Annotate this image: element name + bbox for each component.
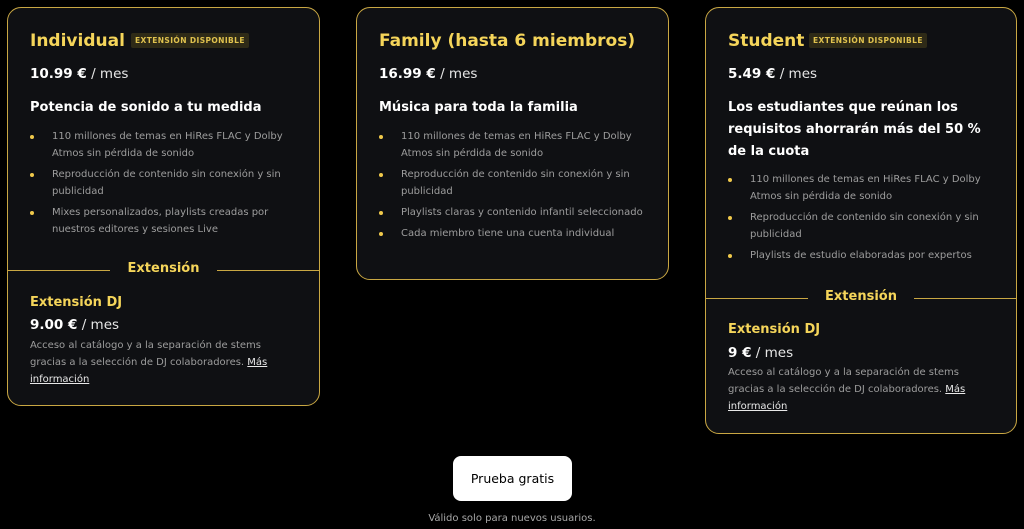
plan-card-student [705,7,1017,434]
feature-text: Mixes personalizados, playlists creadas por nuestros editores y sesiones Live [52,207,269,235]
extension-price-amount: 9.00 € [30,317,78,333]
feature-text: 110 millones de temas en HiRes FLAC y Dolby Atmos sin pérdida de sonido [401,131,632,159]
extension-description-text: Acceso al catálogo y a la separación de stems gracias a la selección de DJ colaboradores. [728,367,960,395]
plan-name: Student [728,31,805,51]
feature-text: Cada miembro tiene una cuenta individual [401,228,615,239]
extension-divider [706,289,1016,309]
plan-price [30,66,128,82]
price-amount: 5.49 € [728,66,776,82]
plan-card-individual [7,7,320,406]
feature-item [728,171,1003,205]
plan-price [728,66,817,82]
feature-text: Playlists claras y contenido infantil seleccionado [401,207,643,218]
feature-item [379,204,654,221]
bullet-dot-icon [728,254,732,258]
bullet-dot-icon [379,232,383,236]
feature-item [30,204,305,238]
feature-item [379,225,654,242]
extension-name: Extensión DJ [728,322,821,337]
feature-list [379,128,654,246]
feature-text: Reproducción de contenido sin conexión y sin publicidad [52,169,281,197]
feature-item [30,166,305,200]
price-amount: 10.99 € [30,66,87,82]
price-period: / mes [779,66,818,82]
free-trial-button[interactable]: Prueba gratis [453,456,572,501]
extension-divider [8,261,319,281]
feature-item [30,128,305,162]
feature-item [379,166,654,200]
divider-line [914,298,1016,299]
feature-text: Reproducción de contenido sin conexión y sin publicidad [401,169,630,197]
plan-price [379,66,477,82]
divider-line [217,270,319,271]
bullet-dot-icon [30,135,34,139]
feature-text: Playlists de estudio elaboradas por expertos [750,250,972,261]
feature-text: 110 millones de temas en HiRes FLAC y Dolby Atmos sin pérdida de sonido [52,131,283,159]
price-period: / mes [440,66,478,82]
more-info-link[interactable]: Más información [728,384,966,412]
plan-name: Individual [30,31,125,51]
feature-item [728,247,1003,264]
feature-text: 110 millones de temas en HiRes FLAC y Dolby Atmos sin pérdida de sonido [750,174,981,202]
extension-price [728,345,793,361]
plan-tagline: Potencia de sonido a tu medida [30,100,262,115]
price-period: / mes [91,66,129,82]
extension-price-period: / mes [755,345,794,361]
more-info-link[interactable]: Más información [30,357,268,385]
bullet-dot-icon [379,173,383,177]
extension-price-period: / mes [81,317,120,333]
bullet-dot-icon [379,135,383,139]
extension-description-text: Acceso al catálogo y a la separación de stems gracias a la selección de DJ colaboradores. [30,340,262,368]
extension-description [30,337,300,388]
extension-name: Extensión DJ [30,295,123,310]
feature-item [728,209,1003,243]
bullet-dot-icon [30,211,34,215]
bullet-dot-icon [379,211,383,215]
extension-section-label: Extensión [127,261,200,276]
bullet-dot-icon [728,216,732,220]
feature-text: Reproducción de contenido sin conexión y sin publicidad [750,212,979,240]
new-users-note: Válido solo para nuevos usuarios. [428,513,596,524]
plan-name: Family (hasta 6 miembros) [379,31,636,51]
extension-price [30,317,119,333]
extension-available-badge: EXTENSIÓN DISPONIBLE [131,33,249,48]
price-amount: 16.99 € [379,66,436,82]
extension-section-label: Extensión [825,289,897,304]
feature-list [728,171,1003,268]
bullet-dot-icon [728,178,732,182]
plan-tagline: Los estudiantes que reúnan los requisitos ahorrarán más del 50 % de la cuota [728,100,981,159]
plan-card-family [356,7,669,280]
feature-item [379,128,654,162]
feature-list [30,128,305,242]
bullet-dot-icon [30,173,34,177]
extension-price-amount: 9 € [728,345,752,361]
plan-tagline: Música para toda la familia [379,100,578,115]
extension-available-badge: EXTENSIÓN DISPONIBLE [809,33,927,48]
extension-description [728,364,998,415]
